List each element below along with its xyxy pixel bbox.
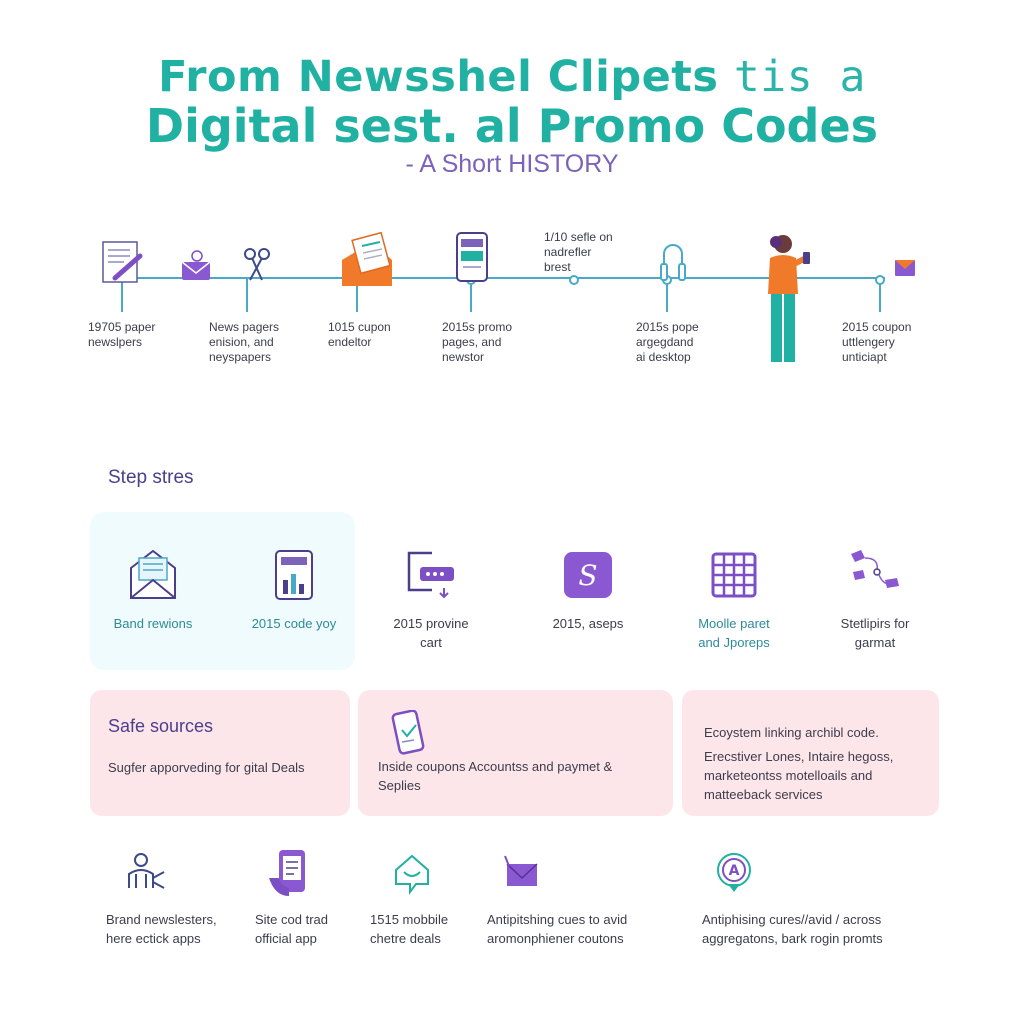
mail-shield-icon <box>501 852 545 896</box>
scissors-icon <box>245 249 269 280</box>
grid-calendar-icon <box>709 548 759 600</box>
card-3-text: Ecoystem linking archibl code. Erecstiver Lones, Intaire hegoss, marketeontss motelloails and matteeback services <box>704 725 894 802</box>
card-ecosystem <box>682 690 939 816</box>
small-envelope-icon <box>895 260 915 276</box>
step-3 <box>356 548 506 652</box>
bottom-label-1: Brand newslesters, here ectick apps <box>106 912 217 946</box>
history-timeline <box>0 220 1024 390</box>
person-desk-icon <box>124 852 168 892</box>
account-pin-icon <box>712 850 756 894</box>
step-5-label: Moolle paret and Jporeps <box>698 616 770 650</box>
headphones-icon <box>661 245 685 280</box>
newspaper-icon <box>103 242 140 282</box>
bottom-label-3: 1515 mobbile chetre deals <box>370 912 449 946</box>
step-2 <box>219 548 369 633</box>
timeline-label-5: 1/10 sefle on nadrefler brest <box>544 230 613 274</box>
connected-tags-icon <box>845 548 905 600</box>
card-1-text: Sugfer apporveding for gital Deals <box>108 760 305 775</box>
timeline-label-6: 2015s pope argegdand ai desktop <box>636 320 699 364</box>
timeline-label-3: 1015 cupon endeltor <box>328 320 391 349</box>
app-badge-icon <box>562 548 614 600</box>
open-envelope-icon <box>342 233 392 286</box>
official-app-phone-icon <box>267 848 311 898</box>
timeline-label-1: 19705 paper newslpers <box>88 320 156 349</box>
mail-letter-icon <box>128 548 178 600</box>
bottom-label-4: Antipitshing cues to avid aromonphiener coutons <box>487 912 628 946</box>
step-6-label: Stetlipirs for garmat <box>840 616 910 650</box>
title-line-1-light: tis a <box>733 52 866 102</box>
envelope-icon <box>182 251 210 280</box>
timeline-label-2: News pagers enision, and neyspapers <box>209 320 280 364</box>
card-inside-coupons <box>358 690 673 816</box>
title-line-1-main: From Newsshel Clipets <box>158 52 719 102</box>
card-terminal-icon <box>404 548 458 600</box>
bottom-label-5: Antiphising cures//avid / across aggregatons, bark rogin promts <box>702 912 883 946</box>
timeline-label-4: 2015s promo pages, and newstor <box>442 320 513 364</box>
step-2-label: 2015 code yoy <box>251 616 337 631</box>
step-4 <box>513 548 663 633</box>
card-safe-sources <box>90 690 350 816</box>
step-4-label: 2015, aseps <box>552 616 624 631</box>
svg-text:S: S <box>578 559 598 592</box>
title-line-2: Digital sest. al Promo Codes <box>145 99 879 153</box>
timeline-label-7: 2015 coupon uttlengery unticiapt <box>842 320 912 364</box>
phone-chart-icon <box>269 548 319 600</box>
step-5 <box>659 548 809 652</box>
card-1-title: Safe sources <box>108 716 214 736</box>
card-2-text: Inside coupons Accountss and paymet & Seplies <box>378 759 613 793</box>
phone-check-icon <box>388 710 428 756</box>
step-1 <box>78 548 228 633</box>
title-line-1 <box>0 52 1024 102</box>
tablet-icon <box>457 233 487 281</box>
bottom-label-2: Site cod trad official app <box>255 912 328 946</box>
timeline-stems <box>122 278 880 312</box>
steps-heading: Step stres <box>108 467 194 488</box>
step-6 <box>800 548 950 652</box>
subtitle: - A Short HISTORY <box>405 150 619 178</box>
person-with-phone-icon <box>768 235 810 362</box>
chat-bubble-icon <box>392 852 436 896</box>
svg-text:A: A <box>728 863 740 879</box>
step-1-label: Band rewions <box>113 616 193 631</box>
step-3-label: 2015 provine cart <box>393 616 469 650</box>
